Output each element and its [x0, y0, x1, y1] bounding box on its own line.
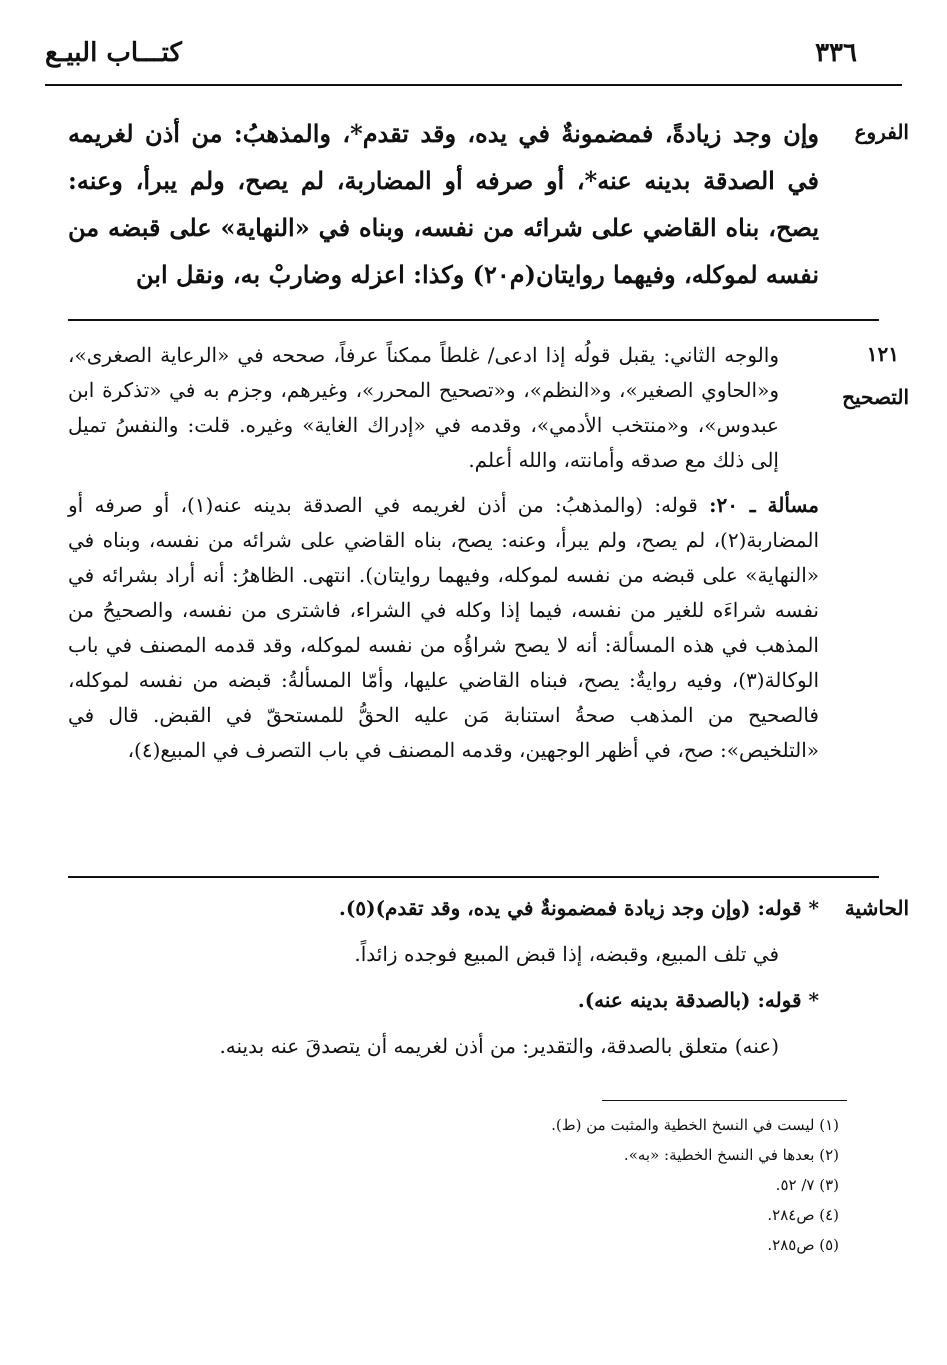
- footnote-5: (٥) ص٢٨٥.: [767, 1236, 839, 1254]
- hashiya-label: الحاشية: [844, 896, 909, 920]
- furu-text: وإن وجد زيادةً، فمضمونةٌ في يده، وقد تقدم*، والمذهبُ: من أذن لغريمه في الصدقة بدينه عنه*، أو صرفه أو المضاربة، لم يصح، ولم يبرأ، وعنه: يصح، بناه القاضي على شرائه من نفسه، وبناه في «النهاية» على قبضه من نفسه لموكله، وفيهما روايتان(م٢٠) وكذا: اعزله وضاربْ به، ونقل ابن: [68, 119, 819, 289]
- footnote-rule: [602, 1100, 847, 1101]
- footnote-4: (٤) ص٢٨٤.: [767, 1206, 839, 1224]
- hashiya-body: [68, 888, 819, 1066]
- hashiya-question-2: * قوله: (بالصدقة بدينه عنه).: [577, 988, 819, 1012]
- footnotes: [300, 1110, 839, 1260]
- hashiya-answer-1: في تلف المبيع، وقبضه، إذا قبض المبيع فوجده زائداً.: [354, 942, 779, 966]
- tashih-body: [68, 338, 819, 768]
- tashih-number: ١٢١: [866, 342, 899, 366]
- book-title: كتـــاب البيـع: [45, 38, 182, 68]
- page-number: ٣٣٦: [815, 38, 857, 68]
- footnote-3: (٣) ٧/ ٥٢.: [775, 1176, 839, 1194]
- masala-heading: مسألة ـ ٢٠:: [709, 493, 819, 517]
- masala-text: قوله: (والمذهبُ: من أذن لغريمه في الصدقة بدينه عنه(١)، أو صرفه أو المضاربة(٢)، لم يصح، ولم يبرأ، وعنه: يصح، بناه القاضي على شرائه من نفسه، وبناه في «النهاية» على قبضه من نفسه لموكله، وفيهما روايتان). انتهى. الظاهرُ: أنه أراد بشرائه في نفسه شراءَه للغير من نفسه، فيما إذا وكله في الشراء، فاشترى من نفسه، والصحيحُ من المذهب في هذه المسألة: أنه لا يصح شراؤُه من نفسه لموكله، وقد قدمه المصنف في باب الوكالة(٣)، وفيه روايةٌ: يصح، فبناه القاضي عليها، وأمّا المسألةُ: قبضه من نفسه لموكله، فالصحيح من المذهب صحةُ استنابة مَن عليه الحقُّ للمستحقّ في القبض. قال في «التلخيص»: صح، في أظهر الوجهين، وقدمه المصنف في باب التصرف في المبيع(٤)،: [68, 493, 820, 762]
- tashih-rule: [68, 876, 879, 878]
- furu-label: الفروع: [854, 120, 909, 144]
- tashih-paragraph-2: [68, 488, 819, 768]
- hashiya-answer-2: (عنه) متعلق بالصدقة، والتقدير: من أذن لغريمه أن يتصدقَ عنه بدينه.: [219, 1034, 779, 1058]
- furu-rule: [68, 319, 879, 321]
- footnote-1: (١) ليست في النسخ الخطية والمثبت من (ط).: [551, 1116, 839, 1134]
- tashih-paragraph-1: والوجه الثاني: يقبل قولُه إذا ادعى/ غلطاً ممكناً عرفاً، صححه في «الرعاية الصغرى»، و«الحاوي الصغير»، و«النظم»، و«تصحيح المحرر»، وغيرهم، وجزم به في «تذكرة ابن عبدوس»، و«منتخب الأدمي»، وقدمه في «إدراك الغاية» وغيره. قلت: والنفسُ تميل إلى ذلك مع صدقه وأمانته، والله أعلم.: [68, 343, 779, 472]
- hashiya-question-1: * قوله: (وإن وجد زيادة فمضمونةٌ في يده، وقد تقدم)(٥).: [338, 896, 819, 920]
- tashih-label: التصحيح: [842, 385, 909, 409]
- footnote-2: (٢) بعدها في النسخ الخطية: «به».: [623, 1146, 839, 1164]
- header-rule: [45, 84, 902, 86]
